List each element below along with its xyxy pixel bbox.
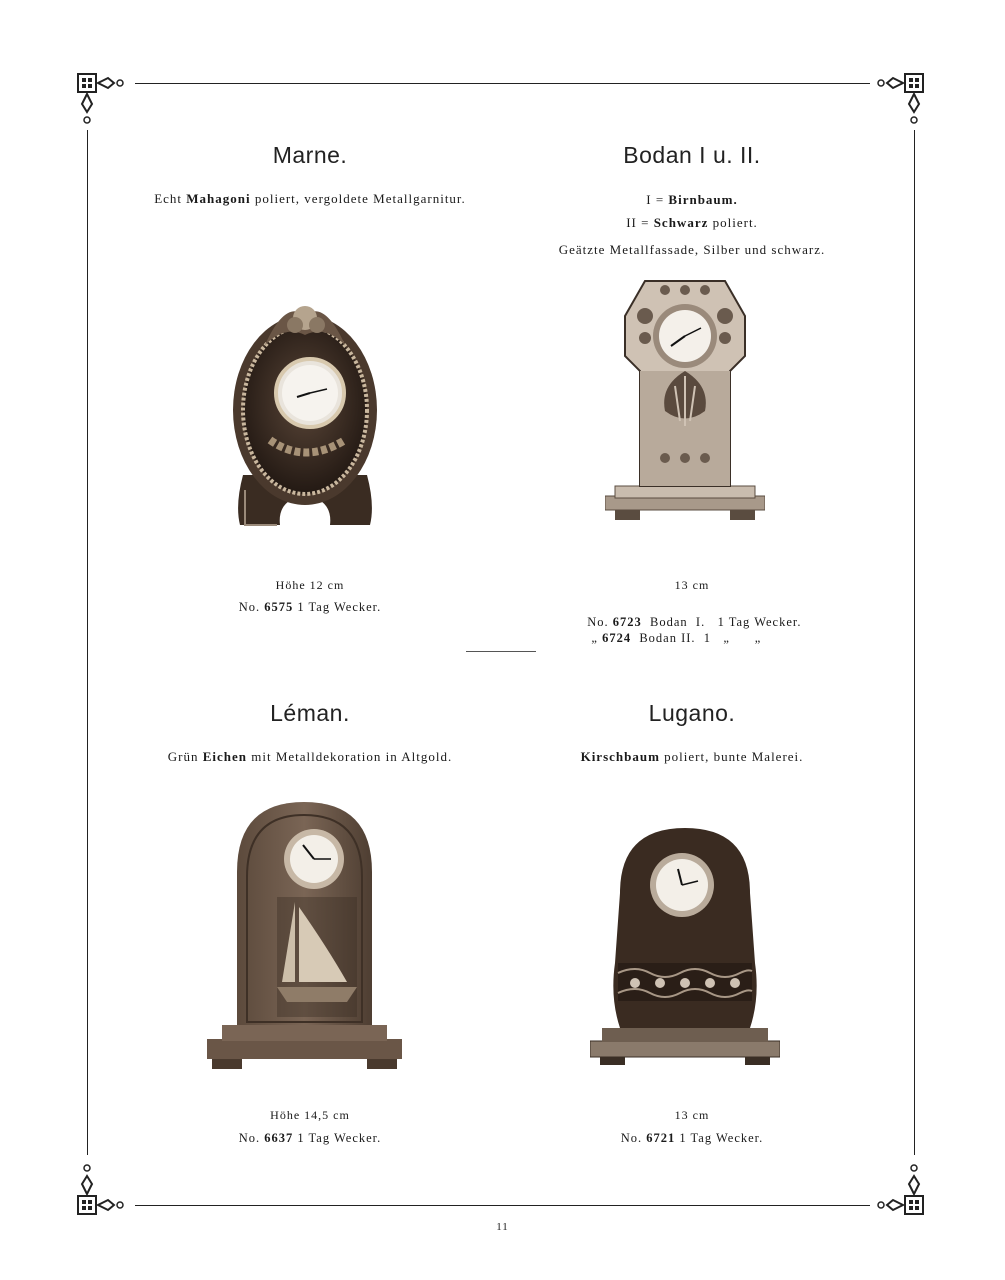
product-order-bodan-1: No. 6723 Bodan I. 1 Tag Wecker. [587,615,802,629]
product-height-marne: Höhe 12 cm [275,578,345,592]
product-order-lugano: No. 6721 1 Tag Wecker. [620,1131,764,1145]
product-title-leman: Léman. [270,700,350,726]
leman-clock-image [207,797,402,1072]
product-description-bodan: Geätzte Metallfassade, Silber und schwarz. [558,242,826,257]
product-height-leman: Höhe 14,5 cm [270,1108,350,1122]
product-variant-2: II = Schwarz poliert. [626,215,758,230]
section-divider [466,651,536,652]
corner-ornament-icon [861,72,925,136]
product-height-bodan: 13 cm [674,578,710,592]
corner-ornament-icon [861,1152,925,1216]
frame-right-line [914,130,915,1155]
product-order-bodan-2: „ 6724 Bodan II. 1 „ „ [587,631,762,645]
product-description-marne: Echt Mahagoni poliert, vergoldete Metallgarnitur. [154,191,466,206]
frame-bottom-line [135,1205,870,1206]
lugano-clock-image [590,823,780,1068]
product-title-marne: Marne. [272,142,348,168]
product-order-leman: No. 6637 1 Tag Wecker. [238,1131,382,1145]
product-description-lugano: Kirschbaum poliert, bunte Malerei. [580,749,804,764]
corner-ornament-icon [76,1152,140,1216]
product-variant-1: I = Birnbaum. [646,192,738,207]
product-description-leman: Grün Eichen mit Metalldekoration in Altgold. [167,749,453,764]
frame-left-line [87,130,88,1155]
product-title-bodan: Bodan I u. II. [623,142,761,168]
product-height-lugano: 13 cm [674,1108,710,1122]
marne-clock-image [225,290,385,555]
bodan-clock-image [605,276,765,526]
product-title-lugano: Lugano. [648,700,736,726]
corner-ornament-icon [76,72,140,136]
product-order-marne: No. 6575 1 Tag Wecker. [238,600,382,614]
frame-top-line [135,83,870,84]
page-number: 11 [496,1221,509,1233]
